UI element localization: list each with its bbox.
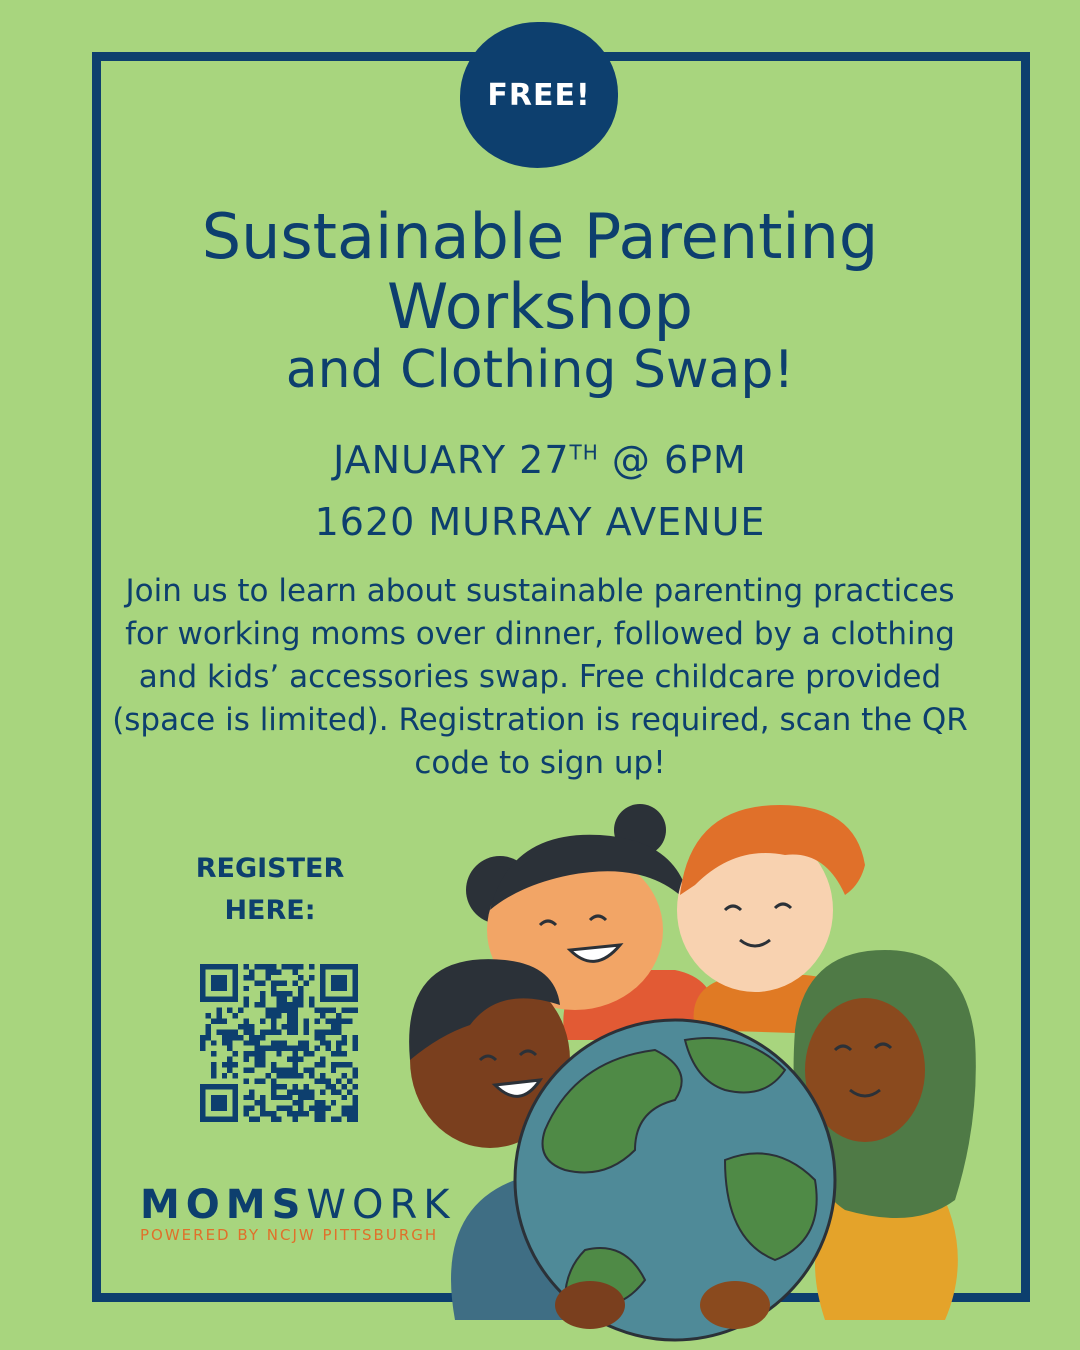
event-address: 1620 MURRAY AVENUE bbox=[314, 500, 766, 544]
date-main: JANUARY 27 bbox=[333, 438, 570, 482]
register-line-2: HERE: bbox=[224, 895, 316, 926]
logo-light: WORK bbox=[306, 1182, 456, 1228]
logo-bold: MOMS bbox=[140, 1182, 307, 1228]
title-line-2: Workshop bbox=[387, 270, 693, 343]
event-date bbox=[0, 438, 1080, 482]
event-description: Join us to learn about sustainable parenting practices for working moms over dinner, followed by a clothing and kids’ accessories swap. Free childcare provided (space is limited). Registration is required, scan the QR code to sign up! bbox=[112, 573, 968, 781]
date-time: @ 6PM bbox=[598, 438, 747, 482]
date-suffix: TH bbox=[569, 440, 599, 465]
qr-code[interactable] bbox=[200, 964, 358, 1122]
register-line-1: REGISTER bbox=[195, 853, 345, 884]
free-badge-label: FREE! bbox=[487, 77, 591, 113]
title-line-3: and Clothing Swap! bbox=[285, 340, 795, 400]
kids-hugging-earth-illustration bbox=[395, 800, 985, 1350]
register-label bbox=[170, 848, 370, 932]
logo-tagline: POWERED BY NCJW PITTSBURGH bbox=[140, 1226, 439, 1244]
title-line-1: Sustainable Parenting bbox=[201, 200, 879, 273]
free-badge bbox=[460, 22, 618, 168]
